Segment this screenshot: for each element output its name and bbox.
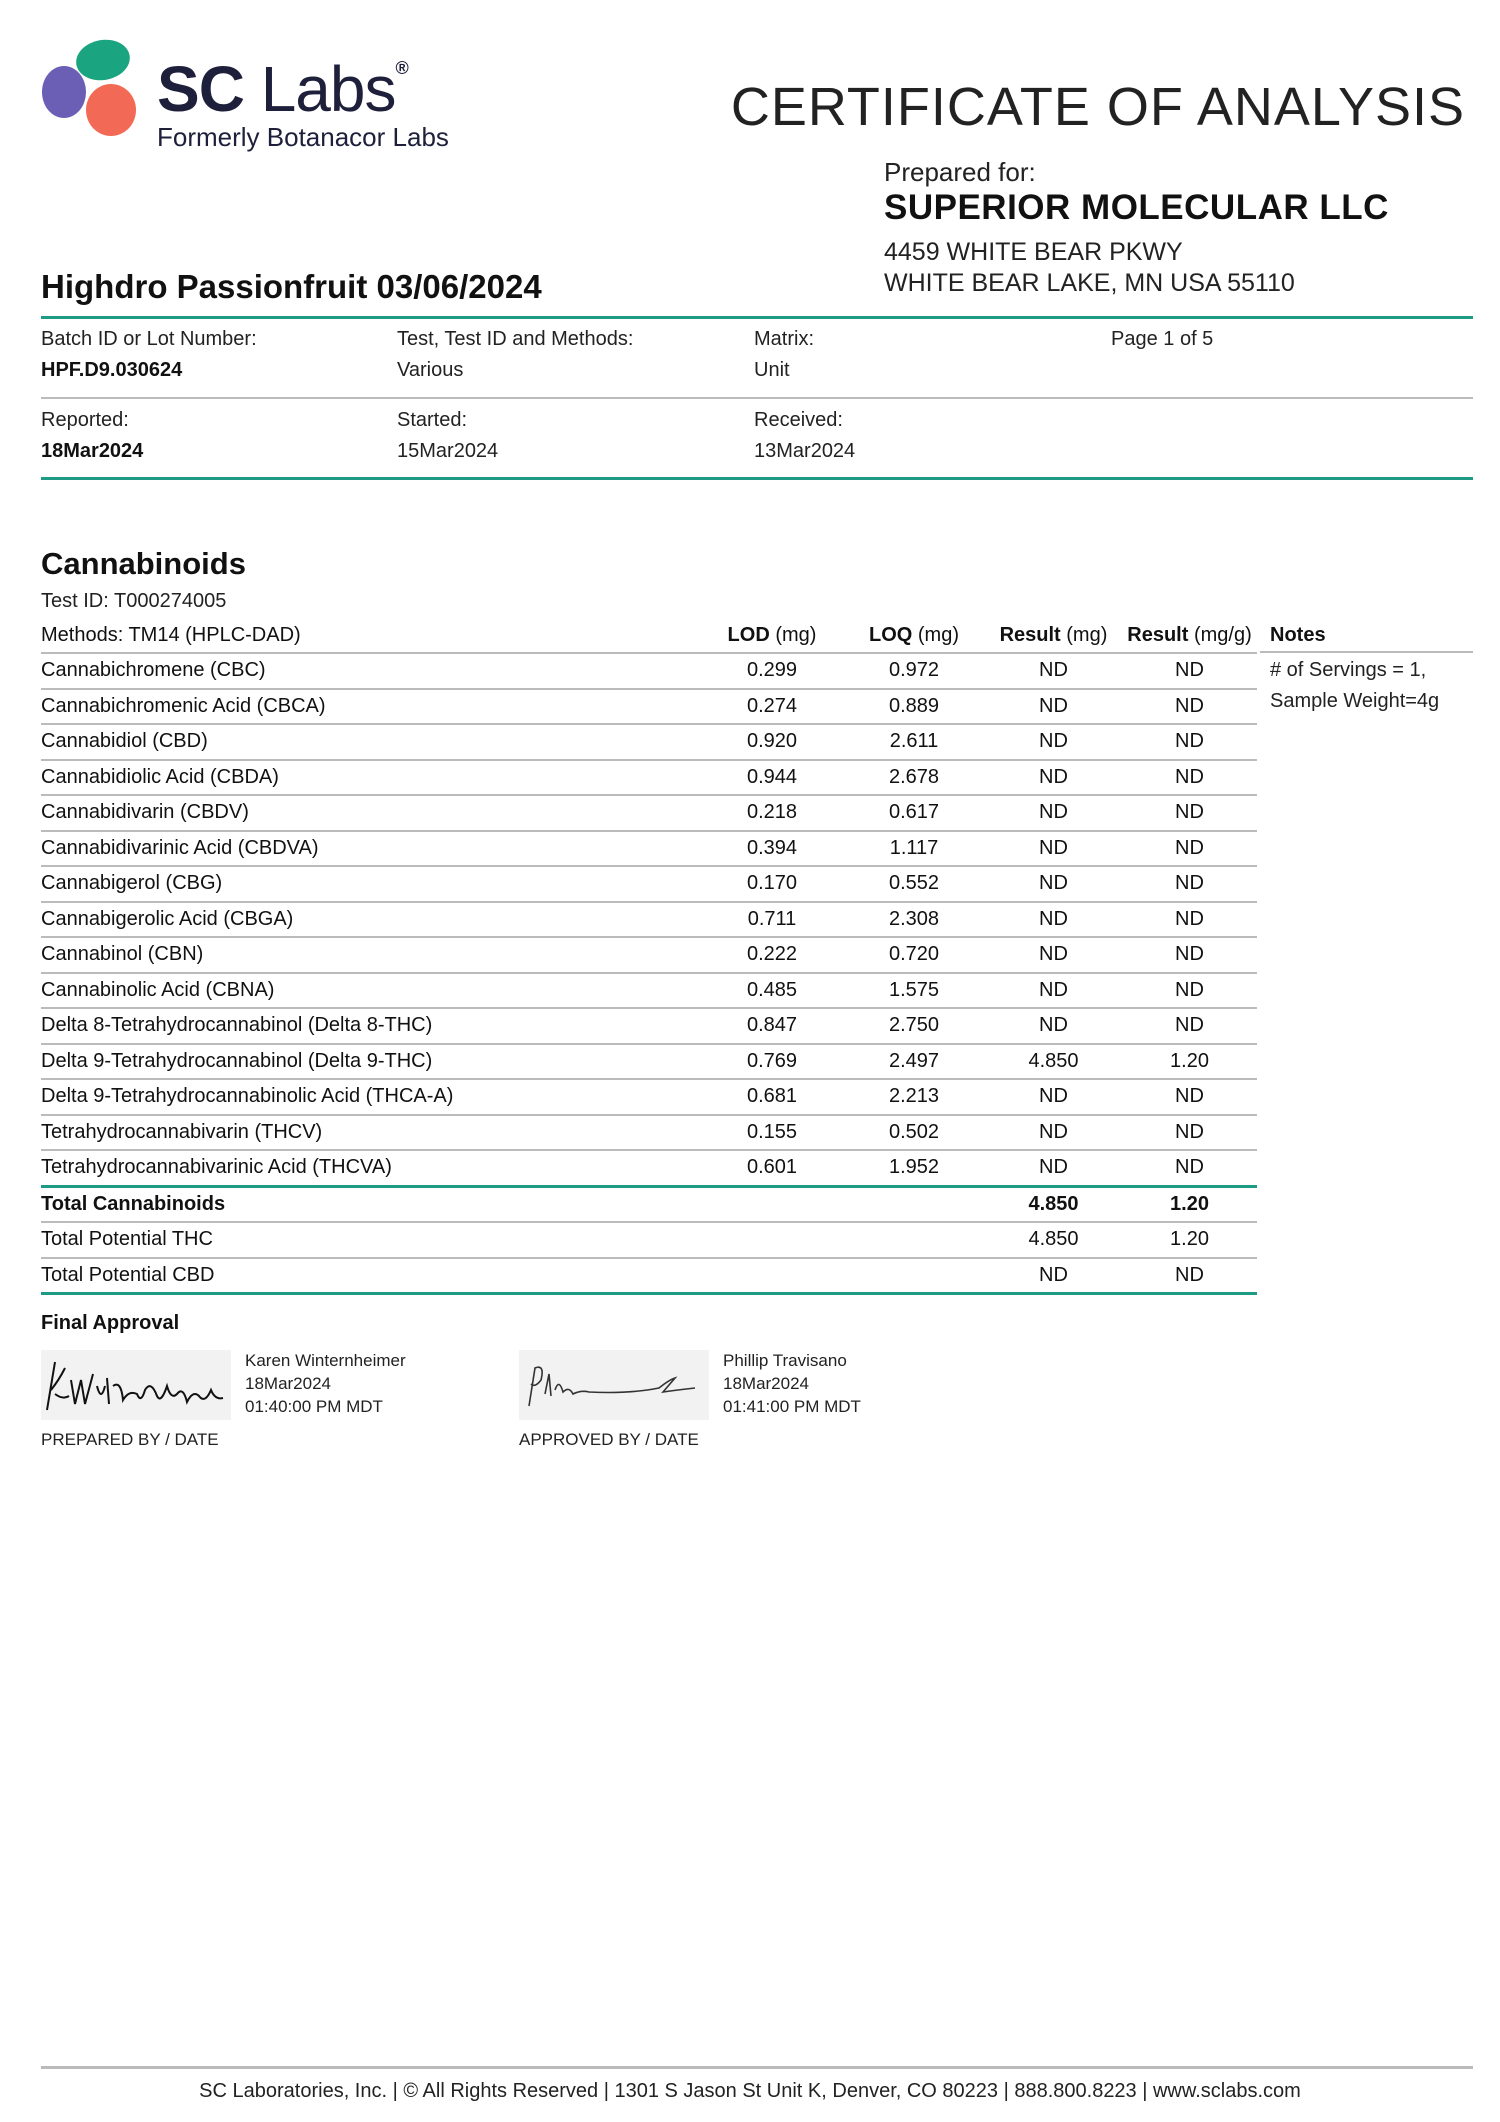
analyte-name: Cannabigerol (CBG) bbox=[41, 866, 701, 902]
total-name: Total Cannabinoids bbox=[41, 1186, 701, 1222]
matrix-value: Unit bbox=[754, 359, 790, 381]
prepared-caption: PREPARED BY / DATE bbox=[41, 1430, 219, 1449]
approved-time: 01:41:00 PM MDT bbox=[723, 1397, 861, 1416]
result-mg-value: ND bbox=[985, 724, 1122, 760]
methods-label: Methods: TM14 (HPLC-DAD) bbox=[41, 619, 701, 653]
total-result-mg: ND bbox=[985, 1258, 1122, 1294]
result-mgg-value: ND bbox=[1122, 760, 1257, 796]
started-label: Started: bbox=[397, 409, 468, 431]
empty-cell bbox=[701, 1186, 843, 1222]
table-row bbox=[41, 973, 1257, 1009]
result-mgg-value: ND bbox=[1122, 831, 1257, 867]
document-title: CERTIFICATE OF ANALYSIS bbox=[730, 77, 1465, 137]
col-result-mgg: Result (mg/g) bbox=[1122, 619, 1257, 653]
table-row bbox=[41, 866, 1257, 902]
divider bbox=[41, 316, 1473, 319]
table-row bbox=[41, 653, 1257, 689]
test-value: Various bbox=[397, 359, 464, 381]
result-mgg-value: ND bbox=[1122, 1008, 1257, 1044]
result-mgg-value: ND bbox=[1122, 724, 1257, 760]
received-label: Received: bbox=[754, 409, 843, 431]
result-mg-value: ND bbox=[985, 902, 1122, 938]
loq-value: 0.502 bbox=[843, 1115, 985, 1151]
lod-value: 0.711 bbox=[701, 902, 843, 938]
logo-coral-dot bbox=[86, 84, 136, 136]
total-result-mgg: 1.20 bbox=[1122, 1222, 1257, 1258]
divider bbox=[41, 477, 1473, 480]
lod-value: 0.944 bbox=[701, 760, 843, 796]
empty-cell bbox=[843, 1222, 985, 1258]
result-mgg-value: ND bbox=[1122, 795, 1257, 831]
result-mgg-value: ND bbox=[1122, 653, 1257, 689]
table-row bbox=[41, 795, 1257, 831]
prepared-name: Karen Winternheimer bbox=[245, 1351, 406, 1370]
result-mgg-value: ND bbox=[1122, 973, 1257, 1009]
result-mg-value: ND bbox=[985, 760, 1122, 796]
result-mgg-value: ND bbox=[1122, 1079, 1257, 1115]
brand-name: SC Labs® bbox=[157, 53, 408, 125]
table-row bbox=[41, 1115, 1257, 1151]
result-mg-value: ND bbox=[985, 1150, 1122, 1186]
received-value: 13Mar2024 bbox=[754, 440, 856, 462]
loq-value: 1.575 bbox=[843, 973, 985, 1009]
analyte-name: Delta 8-Tetrahydrocannabinol (Delta 8-THC) bbox=[41, 1008, 701, 1044]
total-name: Total Potential THC bbox=[41, 1222, 701, 1258]
result-mg-value: ND bbox=[985, 1115, 1122, 1151]
result-mg-value: ND bbox=[985, 866, 1122, 902]
batch-label: Batch ID or Lot Number: bbox=[41, 328, 257, 350]
total-result-mgg: ND bbox=[1122, 1258, 1257, 1294]
loq-value: 2.750 bbox=[843, 1008, 985, 1044]
table-header-row bbox=[41, 619, 1257, 653]
lod-value: 0.485 bbox=[701, 973, 843, 1009]
cannabinoids-table bbox=[41, 619, 1257, 1295]
loq-value: 2.213 bbox=[843, 1079, 985, 1115]
analyte-name: Tetrahydrocannabivarin (THCV) bbox=[41, 1115, 701, 1151]
analyte-name: Cannabichromenic Acid (CBCA) bbox=[41, 689, 701, 725]
empty-cell bbox=[843, 1186, 985, 1222]
analyte-name: Cannabigerolic Acid (CBGA) bbox=[41, 902, 701, 938]
result-mg-value: ND bbox=[985, 795, 1122, 831]
notes-divider bbox=[1260, 651, 1473, 653]
approval-heading: Final Approval bbox=[41, 1312, 180, 1334]
footer-divider bbox=[41, 2066, 1473, 2069]
client-name: SUPERIOR MOLECULAR LLC bbox=[884, 188, 1389, 227]
empty-cell bbox=[701, 1222, 843, 1258]
brand-tagline: Formerly Botanacor Labs bbox=[157, 122, 449, 152]
signature-approved-image bbox=[519, 1350, 709, 1420]
notes-heading: Notes bbox=[1270, 624, 1326, 646]
notes-line: # of Servings = 1, bbox=[1270, 659, 1427, 681]
signature-prepared-image bbox=[41, 1350, 231, 1420]
analyte-name: Cannabinolic Acid (CBNA) bbox=[41, 973, 701, 1009]
section-heading: Cannabinoids bbox=[41, 546, 246, 581]
client-address-line1: 4459 WHITE BEAR PKWY bbox=[884, 238, 1183, 266]
result-mg-value: ND bbox=[985, 937, 1122, 973]
footer-text: SC Laboratories, Inc. | © All Rights Reserved | 1301 S Jason St Unit K, Denver, CO 80223 | 888.800.8223 | www.sclabs.com bbox=[199, 2080, 1301, 2102]
total-row bbox=[41, 1258, 1257, 1294]
result-mg-value: ND bbox=[985, 1079, 1122, 1115]
brand-logo bbox=[40, 40, 140, 140]
loq-value: 2.497 bbox=[843, 1044, 985, 1080]
product-name: Highdro Passionfruit 03/06/2024 bbox=[41, 268, 542, 305]
table-row bbox=[41, 1044, 1257, 1080]
prepared-date: 18Mar2024 bbox=[245, 1374, 332, 1393]
result-mg-value: ND bbox=[985, 689, 1122, 725]
result-mg-value: ND bbox=[985, 1008, 1122, 1044]
lod-value: 0.394 bbox=[701, 831, 843, 867]
page-number: Page 1 of 5 bbox=[1111, 328, 1214, 350]
table-row bbox=[41, 1008, 1257, 1044]
result-mgg-value: ND bbox=[1122, 689, 1257, 725]
loq-value: 2.611 bbox=[843, 724, 985, 760]
loq-value: 2.678 bbox=[843, 760, 985, 796]
loq-value: 1.117 bbox=[843, 831, 985, 867]
reported-value: 18Mar2024 bbox=[41, 440, 144, 462]
result-mg-value: ND bbox=[985, 653, 1122, 689]
notes-line: Sample Weight=4g bbox=[1270, 690, 1440, 712]
analyte-name: Delta 9-Tetrahydrocannabinolic Acid (THCA-A) bbox=[41, 1079, 701, 1115]
test-label: Test, Test ID and Methods: bbox=[397, 328, 634, 350]
loq-value: 2.308 bbox=[843, 902, 985, 938]
prepared-meta bbox=[245, 1349, 406, 1418]
result-mg-value: ND bbox=[985, 831, 1122, 867]
lod-value: 0.601 bbox=[701, 1150, 843, 1186]
analyte-name: Cannabidiolic Acid (CBDA) bbox=[41, 760, 701, 796]
result-mg-value: 4.850 bbox=[985, 1044, 1122, 1080]
col-loq: LOQ (mg) bbox=[843, 619, 985, 653]
analyte-name: Cannabidivarin (CBDV) bbox=[41, 795, 701, 831]
lod-value: 0.218 bbox=[701, 795, 843, 831]
table-row bbox=[41, 902, 1257, 938]
result-mgg-value: ND bbox=[1122, 1115, 1257, 1151]
lod-value: 0.155 bbox=[701, 1115, 843, 1151]
lod-value: 0.299 bbox=[701, 653, 843, 689]
result-mgg-value: ND bbox=[1122, 1150, 1257, 1186]
loq-value: 1.952 bbox=[843, 1150, 985, 1186]
total-result-mg: 4.850 bbox=[985, 1186, 1122, 1222]
result-mgg-value: ND bbox=[1122, 937, 1257, 973]
divider bbox=[41, 397, 1473, 399]
lod-value: 0.681 bbox=[701, 1079, 843, 1115]
analyte-name: Tetrahydrocannabivarinic Acid (THCVA) bbox=[41, 1150, 701, 1186]
notes-text bbox=[1270, 655, 1439, 717]
loq-value: 0.889 bbox=[843, 689, 985, 725]
signature-approved bbox=[519, 1350, 709, 1420]
approved-date: 18Mar2024 bbox=[723, 1374, 810, 1393]
table-row bbox=[41, 831, 1257, 867]
total-result-mgg: 1.20 bbox=[1122, 1186, 1257, 1222]
result-mgg-value: 1.20 bbox=[1122, 1044, 1257, 1080]
approved-meta bbox=[723, 1349, 861, 1418]
total-result-mg: 4.850 bbox=[985, 1222, 1122, 1258]
total-row bbox=[41, 1186, 1257, 1222]
lod-value: 0.222 bbox=[701, 937, 843, 973]
client-address-line2: WHITE BEAR LAKE, MN USA 55110 bbox=[884, 269, 1295, 297]
loq-value: 0.972 bbox=[843, 653, 985, 689]
table-row bbox=[41, 1079, 1257, 1115]
prepared-for-label: Prepared for: bbox=[884, 157, 1036, 187]
col-result-mg: Result (mg) bbox=[985, 619, 1122, 653]
table-row bbox=[41, 689, 1257, 725]
result-mgg-value: ND bbox=[1122, 866, 1257, 902]
col-lod: LOD (mg) bbox=[701, 619, 843, 653]
approved-name: Phillip Travisano bbox=[723, 1351, 847, 1370]
table-row bbox=[41, 1150, 1257, 1186]
table-row bbox=[41, 937, 1257, 973]
lod-value: 0.769 bbox=[701, 1044, 843, 1080]
prepared-time: 01:40:00 PM MDT bbox=[245, 1397, 383, 1416]
total-name: Total Potential CBD bbox=[41, 1258, 701, 1294]
loq-value: 0.552 bbox=[843, 866, 985, 902]
lod-value: 0.170 bbox=[701, 866, 843, 902]
analyte-name: Cannabidiol (CBD) bbox=[41, 724, 701, 760]
total-row bbox=[41, 1222, 1257, 1258]
reported-label: Reported: bbox=[41, 409, 129, 431]
lod-value: 0.847 bbox=[701, 1008, 843, 1044]
signature-prepared bbox=[41, 1350, 231, 1420]
empty-cell bbox=[701, 1258, 843, 1294]
matrix-label: Matrix: bbox=[754, 328, 814, 350]
result-mgg-value: ND bbox=[1122, 902, 1257, 938]
lod-value: 0.920 bbox=[701, 724, 843, 760]
approved-caption: APPROVED BY / DATE bbox=[519, 1430, 699, 1449]
loq-value: 0.720 bbox=[843, 937, 985, 973]
started-value: 15Mar2024 bbox=[397, 440, 499, 462]
logo-purple-dot bbox=[42, 66, 86, 118]
lod-value: 0.274 bbox=[701, 689, 843, 725]
table-row bbox=[41, 760, 1257, 796]
analyte-name: Cannabinol (CBN) bbox=[41, 937, 701, 973]
analyte-name: Cannabichromene (CBC) bbox=[41, 653, 701, 689]
analyte-name: Delta 9-Tetrahydrocannabinol (Delta 9-THC) bbox=[41, 1044, 701, 1080]
analyte-name: Cannabidivarinic Acid (CBDVA) bbox=[41, 831, 701, 867]
result-mg-value: ND bbox=[985, 973, 1122, 1009]
test-id: Test ID: T000274005 bbox=[41, 590, 227, 612]
empty-cell bbox=[843, 1258, 985, 1294]
batch-value: HPF.D9.030624 bbox=[41, 359, 183, 381]
loq-value: 0.617 bbox=[843, 795, 985, 831]
table-row bbox=[41, 724, 1257, 760]
